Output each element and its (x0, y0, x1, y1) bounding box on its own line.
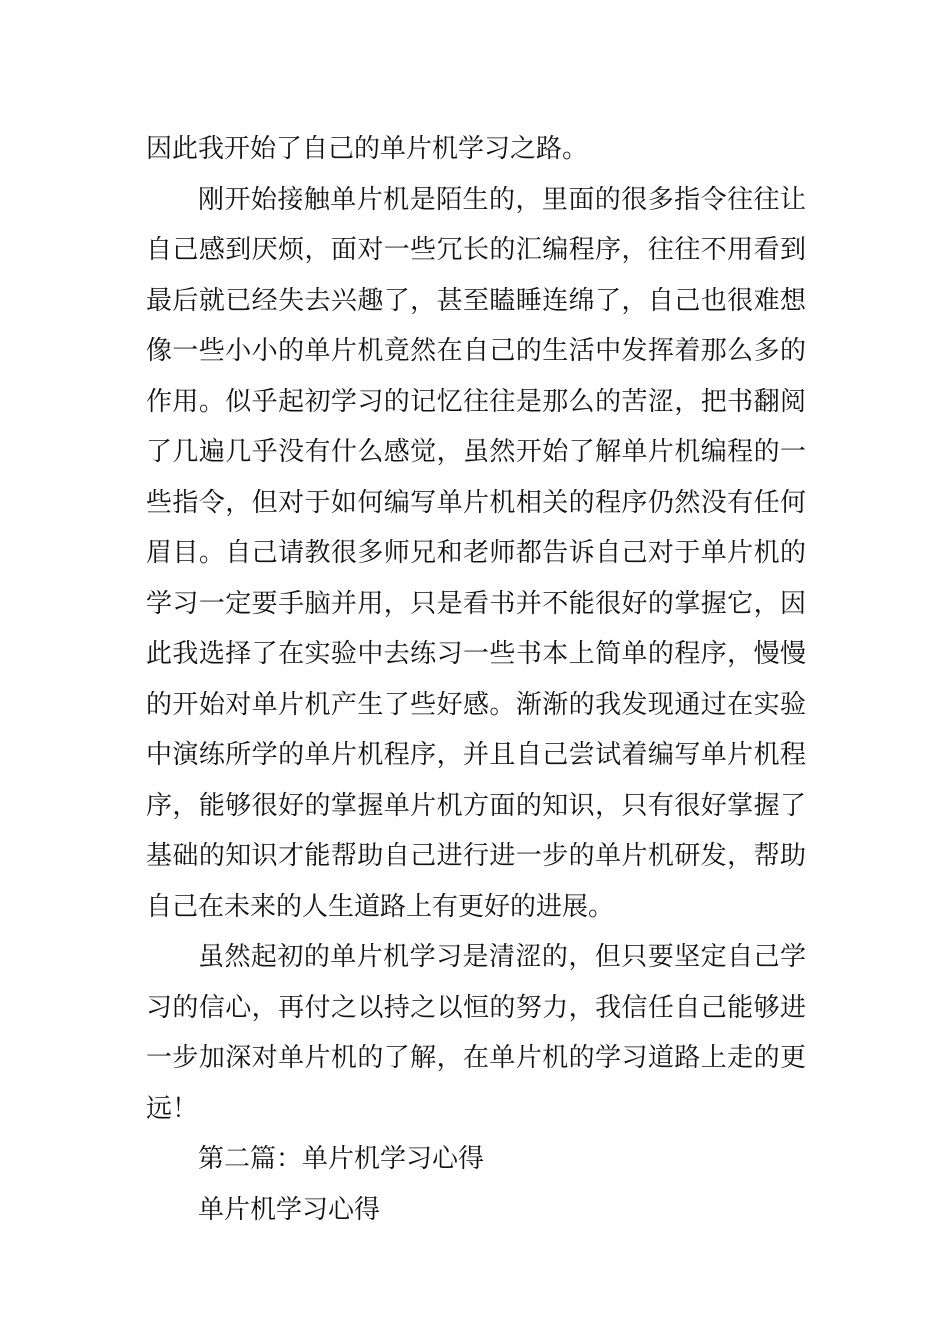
section-title: 单片机学习心得 (198, 1194, 381, 1225)
paragraph-learning-experience: 刚开始接触单片机是陌生的，里面的很多指令往往让自己感到厌烦，面对一些冗长的汇编程序，往往不用看到最后就已经失去兴趣了，甚至瞌睡连绵了，自己也很难想像一些小小的单片机竟然在自己的生活中发挥着那么多的作用。似乎起初学习的记忆往往是那么的苦涩，把书翻阅了几遍几乎没有什么感觉，虽然开始了解单片机编程的一些指令，但对于如何编写单片机相关的程序仍然没有任何眉目。自己请教很多师兄和老师都告诉自己对于单片机的学习一定要手脑并用，只是看书并不能很好的掌握它，因此我选择了在实验中去练习一些书本上简单的程序，慢慢的开始对单片机产生了些好感。渐渐的我发现通过在实验中演练所学的单片机程序，并且自己尝试着编写单片机程序，能够很好的掌握单片机方面的知识，只有很好掌握了基础的知识才能帮助自己进行进一步的单片机研发，帮助自己在未来的人生道路上有更好的进展。 (146, 184, 806, 922)
section-heading: 第二篇：单片机学习心得 (198, 1144, 485, 1174)
paragraph-continuation: 因此我开始了自己的单片机学习之路。 (146, 134, 589, 164)
document-body (146, 124, 806, 1235)
paragraph-conclusion: 虽然起初的单片机学习是清涩的，但只要坚定自己学习的信心，再付之以持之以恒的努力，我信任自己能够进一步加深对单片机的了解，在单片机的学习道路上走的更远！ (146, 942, 806, 1124)
